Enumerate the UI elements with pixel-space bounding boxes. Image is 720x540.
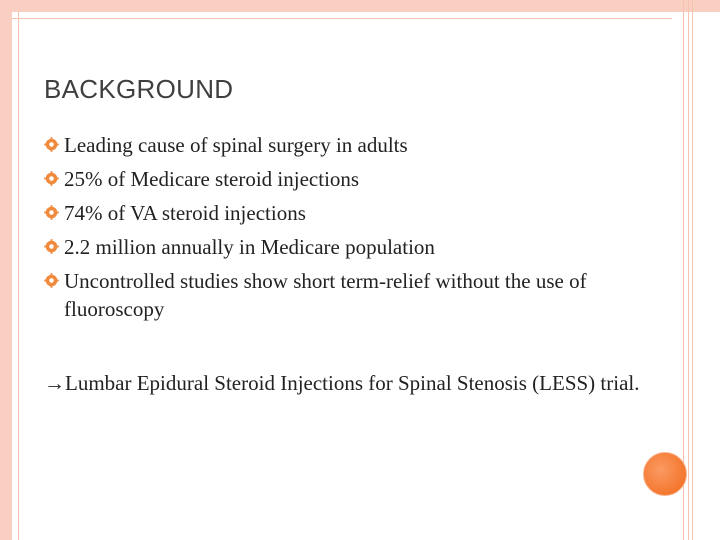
decorative-circle xyxy=(643,452,687,496)
gear-icon xyxy=(44,239,59,254)
closing-statement: →Lumbar Epidural Steroid Injections for Spinal Stenosis (LESS) trial. xyxy=(44,371,640,395)
top-divider-line xyxy=(12,18,672,19)
bullet-list xyxy=(44,131,644,329)
gear-icon xyxy=(44,205,59,220)
bullet-text: 2.2 million annually in Medicare population xyxy=(64,235,435,259)
bullet-item xyxy=(44,233,644,261)
bullet-text: Leading cause of spinal surgery in adults xyxy=(64,133,408,157)
bullet-item xyxy=(44,199,644,227)
bullet-text: 74% of VA steroid injections xyxy=(64,201,306,225)
slide-title: BACKGROUND xyxy=(44,74,234,104)
bullet-text: 25% of Medicare steroid injections xyxy=(64,167,360,191)
bullet-item xyxy=(44,131,644,159)
bullet-item xyxy=(44,267,644,323)
bullet-item xyxy=(44,165,644,193)
right-divider-line xyxy=(692,0,693,540)
left-divider-line xyxy=(18,12,19,540)
gear-icon xyxy=(44,273,59,288)
left-border xyxy=(0,0,12,540)
right-divider-line xyxy=(683,0,684,540)
bullet-text: Uncontrolled studies show short term-relief without the use of fluoroscopy xyxy=(64,269,587,321)
right-divider-line xyxy=(688,0,689,540)
gear-icon xyxy=(44,137,59,152)
gear-icon xyxy=(44,171,59,186)
top-border xyxy=(0,0,720,12)
